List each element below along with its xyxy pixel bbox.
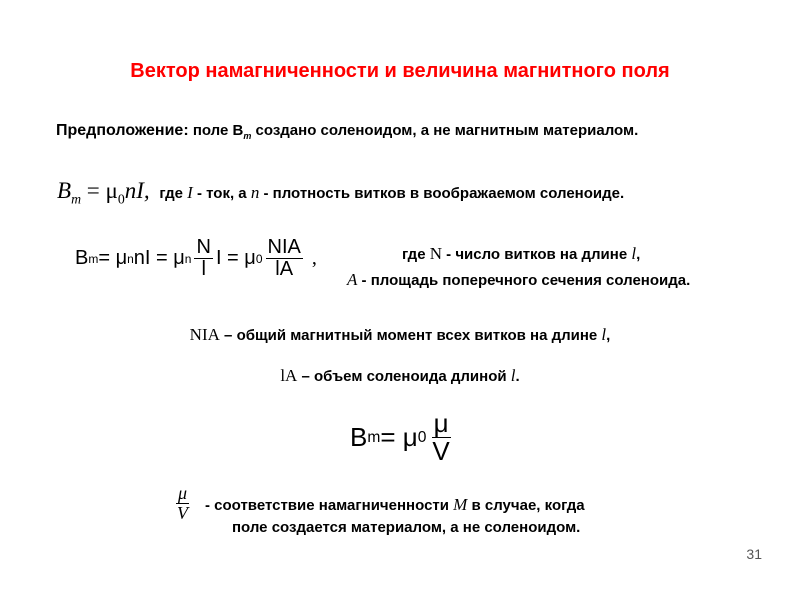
nia-text: – общий магнитный момент всех витков на длине (219, 327, 602, 344)
where-n-var-l: l (631, 244, 637, 263)
note-frac-den: V (177, 502, 188, 523)
formula-3-eq: = μ (380, 422, 418, 453)
slide-title: Вектор намагниченности и величина магнитного поля (130, 60, 670, 82)
formula-2-frac-2-den: lA (275, 258, 294, 280)
formula-2-i: I = μ (215, 247, 256, 269)
note-line-1 (205, 495, 585, 515)
note-line1-post: в случае, когда (467, 497, 585, 514)
formula-2-ni: nI = μ (133, 247, 185, 269)
formula-2-frac-1 (194, 237, 212, 280)
formula-1-mu-sub: 0 (117, 191, 125, 207)
formula-2-mu-sub1: n (127, 251, 134, 266)
expl-var-n: n (250, 183, 260, 202)
la-var-l: l (510, 366, 516, 385)
la-line (0, 366, 800, 386)
formula-2-frac-1-den: l (201, 258, 206, 280)
formula-3-frac (430, 410, 451, 466)
note-frac (175, 484, 190, 523)
assumption-line (56, 122, 638, 141)
formula-2-mu-sub3: 0 (255, 251, 263, 266)
note-frac-num: μ (177, 483, 188, 503)
la-end: . (515, 368, 520, 385)
where-n-end: , (636, 246, 641, 263)
where-a-text: - площадь поперечного сечения соленоида. (357, 272, 691, 289)
assumption-sub: m (243, 131, 252, 141)
formula-2-b: B (75, 247, 89, 269)
nia-end: , (606, 327, 611, 344)
where-n-text: - число витков на длине (442, 246, 632, 263)
formula-1-ni: nI, (124, 178, 150, 203)
formula-3-b: B (350, 422, 368, 453)
formula-2-b-sub: m (88, 251, 99, 266)
note-var-m: M (453, 495, 468, 514)
where-n-prefix: где (402, 246, 430, 263)
nia-var-l: l (601, 325, 607, 344)
formula-1-b: B (57, 178, 72, 203)
formula-2 (75, 237, 317, 280)
assumption-text-2: создано соленоидом, а не магнитным материалом. (251, 122, 639, 139)
formula-2-trailing: , (311, 247, 317, 269)
formula-3-b-sub: m (367, 428, 381, 446)
assumption-text-1: поле B (192, 122, 244, 139)
formula-3-mu-sub: 0 (417, 428, 427, 446)
formula-3 (350, 410, 452, 466)
la-text: – объем соленоида длиной (297, 368, 511, 385)
nia-line (0, 325, 800, 345)
formula-3-frac-num: μ (433, 408, 449, 438)
formula-3-frac-den: V (432, 436, 450, 467)
formula-1 (57, 178, 155, 207)
note-line-2: поле создается материалом, а не соленоидом. (232, 519, 581, 536)
formula-1-b-sub: m (71, 191, 82, 207)
formula-1-line (57, 178, 624, 208)
where-a-line (347, 270, 690, 290)
assumption-label: Предположение: (56, 122, 189, 139)
where-a-var: A (347, 270, 358, 289)
where-n-line (402, 244, 640, 264)
formula-2-mu-sub2: n (184, 251, 192, 266)
note-line1-pre: - соответствие намагниченности (205, 497, 454, 514)
page-number: 31 (746, 546, 762, 562)
la-var: lA (280, 366, 298, 385)
expl-var-i: I (187, 183, 193, 202)
expl-end: - плотность витков в воображаемом соленоиде. (259, 185, 625, 202)
expl-prefix: где (159, 185, 188, 202)
formula-2-eq1: = μ (98, 247, 128, 269)
formula-2-frac-1-num: N (196, 236, 211, 258)
formula-1-mu: = μ (81, 178, 118, 203)
formula-2-frac-2 (266, 237, 303, 280)
where-n-var: N (429, 244, 442, 263)
formula-1-explanation (159, 185, 624, 202)
nia-var: NIA (189, 325, 220, 344)
note-fraction (175, 484, 190, 523)
expl-mid: - ток, а (192, 185, 251, 202)
formula-2-frac-2-num: NIA (267, 236, 301, 258)
